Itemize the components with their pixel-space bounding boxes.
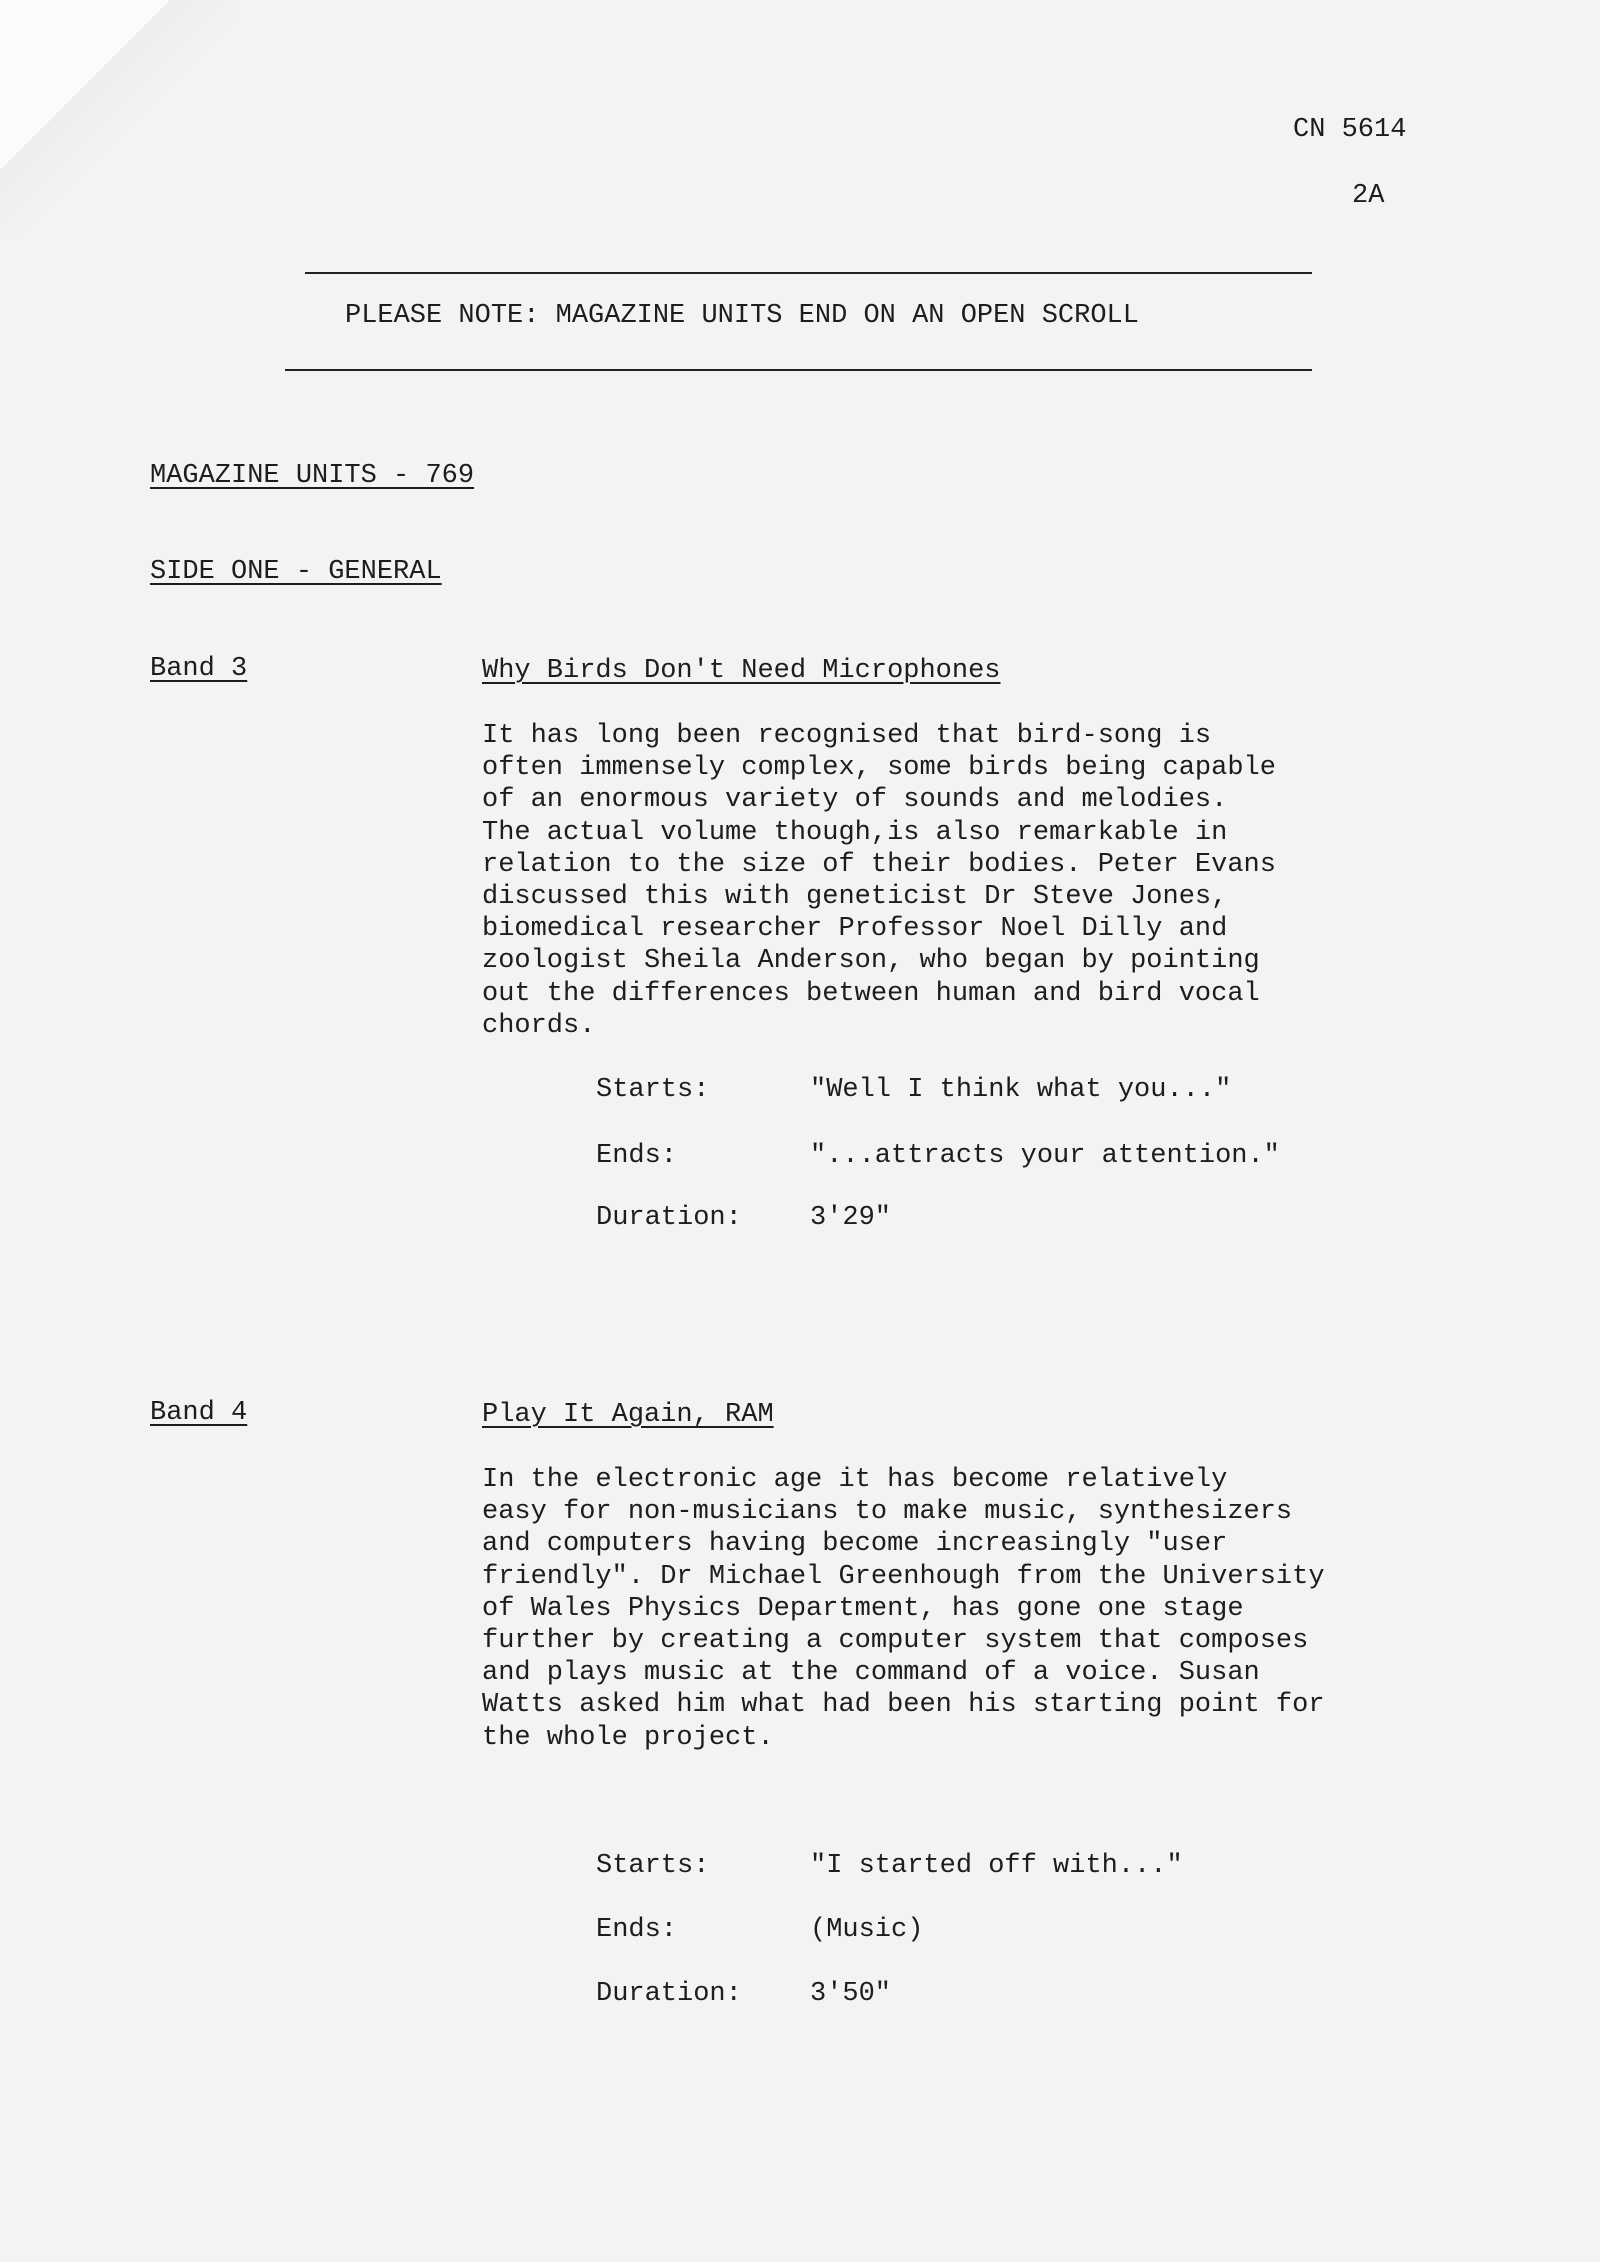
band-3-title: Why Birds Don't Need Microphones — [482, 656, 1001, 686]
band-3-duration-label: Duration: — [596, 1203, 742, 1233]
band-3-ends-value: "...attracts your attention." — [810, 1141, 1280, 1171]
band-3-starts-value: "Well I think what you..." — [810, 1075, 1232, 1105]
band-4-ends-label: Ends: — [596, 1915, 678, 1945]
notice-top-rule — [305, 272, 1312, 274]
side-title: SIDE ONE - GENERAL — [150, 557, 442, 587]
band-4-duration-value: 3'50" — [810, 1979, 892, 2009]
band-4-starts-label: Starts: — [596, 1851, 710, 1881]
band-4-title: Play It Again, RAM — [482, 1400, 774, 1430]
band-3-description: It has long been recognised that bird-song is often immensely complex, some birds being capable of an enormous variety of sounds and melodies. The actual volume though,is also remarkable in relation to the size of their bodies. Peter Evans discussed this with geneticist Dr Steve Jones, biomedical researcher Professor Noel Dilly and zoologist Sheila Anderson, who began by pointing out the differences between human and bird vocal chords. — [482, 721, 1276, 1041]
page-code: 2A — [1352, 181, 1385, 211]
notice-text: PLEASE NOTE: MAGAZINE UNITS END ON AN OPEN SCROLL — [345, 301, 1139, 331]
band-4-description: In the electronic age it has become relatively easy for non-musicians to make music, synthesizers and computers having become increasingly "user friendly". Dr Michael Greenhough from the University of Wales Physics Department, has gone one stage further by creating a computer system that composes and plays music at the command of a voice. Susan Watts asked him what had been his starting point for the whole project. — [482, 1465, 1325, 1753]
section-title: MAGAZINE UNITS - 769 — [150, 461, 475, 491]
band-3-ends-label: Ends: — [596, 1141, 678, 1171]
band-4-starts-value: "I started off with..." — [810, 1851, 1183, 1881]
band-4-label: Band 4 — [150, 1398, 248, 1428]
band-3-starts-label: Starts: — [596, 1075, 710, 1105]
band-4-ends-value: (Music) — [810, 1915, 924, 1945]
folded-corner — [0, 0, 170, 170]
band-4-duration-label: Duration: — [596, 1979, 742, 2009]
notice-bottom-rule — [285, 369, 1312, 371]
document-code: CN 5614 — [1293, 115, 1407, 145]
band-3-label: Band 3 — [150, 654, 248, 684]
band-3-duration-value: 3'29" — [810, 1203, 892, 1233]
